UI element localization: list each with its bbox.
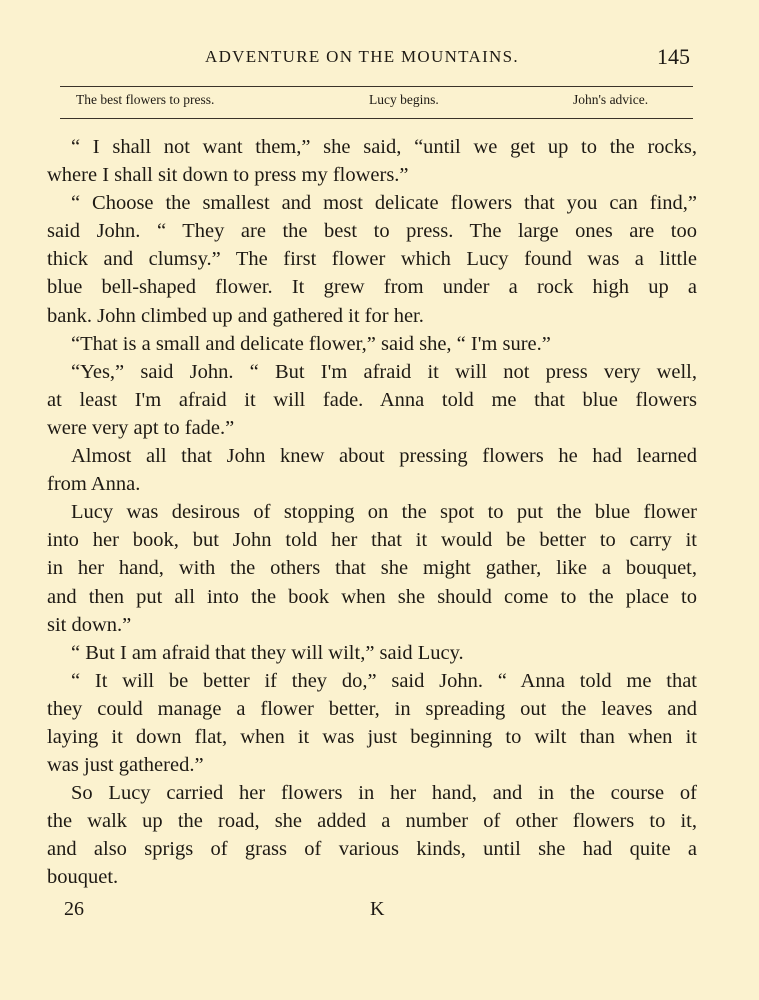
body-text	[47, 133, 697, 892]
text-line: from Anna.	[47, 473, 141, 496]
text-line: “ It will be better if they do,” said John. “ Anna told me that	[71, 669, 697, 692]
text-line: was just gathered.”	[47, 754, 204, 777]
text-line: and then put all into the book when she should come to the place to	[47, 585, 697, 608]
signature-letter: K	[370, 898, 385, 920]
text-line: in her hand, with the others that she might gather, like a bouquet,	[47, 557, 697, 580]
signature-number: 26	[64, 898, 84, 920]
marginal-topics	[0, 92, 759, 112]
text-line: “That is a small and delicate flower,” said she, “ I'm sure.”	[71, 332, 551, 355]
page-number: 145	[657, 44, 690, 69]
topic-lucy-begins: Lucy begins.	[369, 92, 439, 107]
text-line: blue bell-shaped flower. It grew from under a rock high up a	[47, 276, 697, 299]
text-line: where I shall sit down to press my flowers.”	[47, 164, 409, 187]
text-line: bouquet.	[47, 866, 119, 889]
signature-mark	[0, 898, 759, 924]
text-line: they could manage a flower better, in spreading out the leaves and	[47, 697, 697, 720]
header-rule-bottom	[60, 118, 693, 119]
topic-johns-advice: John's advice.	[573, 92, 649, 107]
text-line: the walk up the road, she added a number of other flowers to it,	[47, 810, 697, 833]
running-head	[0, 44, 759, 74]
header-rule-top	[60, 86, 693, 87]
text-line: into her book, but John told her that it would be better to carry it	[47, 529, 697, 552]
text-line: sit down.”	[47, 613, 132, 636]
text-line: were very apt to fade.”	[47, 416, 235, 439]
text-line: “ I shall not want them,” she said, “until we get up to the rocks,	[71, 136, 697, 158]
text-line: and also sprigs of grass of various kinds, until she had quite a	[47, 838, 697, 861]
running-head-title: ADVENTURE ON THE MOUNTAINS.	[205, 47, 519, 66]
text-line: said John. “ They are the best to press. The large ones are too	[47, 220, 697, 243]
text-line: “Yes,” said John. “ But I'm afraid it will not press very well,	[71, 360, 697, 383]
text-line: laying it down flat, when it was just beginning to wilt than when it	[47, 725, 697, 748]
text-line: Lucy was desirous of stopping on the spot to put the blue flower	[71, 501, 697, 524]
text-line: “ Choose the smallest and most delicate flowers that you can find,”	[71, 192, 697, 215]
text-line: thick and clumsy.” The first flower which Lucy found was a little	[47, 248, 697, 271]
topic-best-flowers: The best flowers to press.	[76, 92, 215, 107]
text-line: “ But I am afraid that they will wilt,” said Lucy.	[71, 641, 464, 664]
text-line: Almost all that John knew about pressing flowers he had learned	[71, 445, 697, 468]
text-line: bank. John climbed up and gathered it for her.	[47, 304, 424, 327]
text-line: at least I'm afraid it will fade. Anna told me that blue flowers	[47, 388, 697, 411]
text-line: So Lucy carried her flowers in her hand, and in the course of	[71, 782, 697, 805]
